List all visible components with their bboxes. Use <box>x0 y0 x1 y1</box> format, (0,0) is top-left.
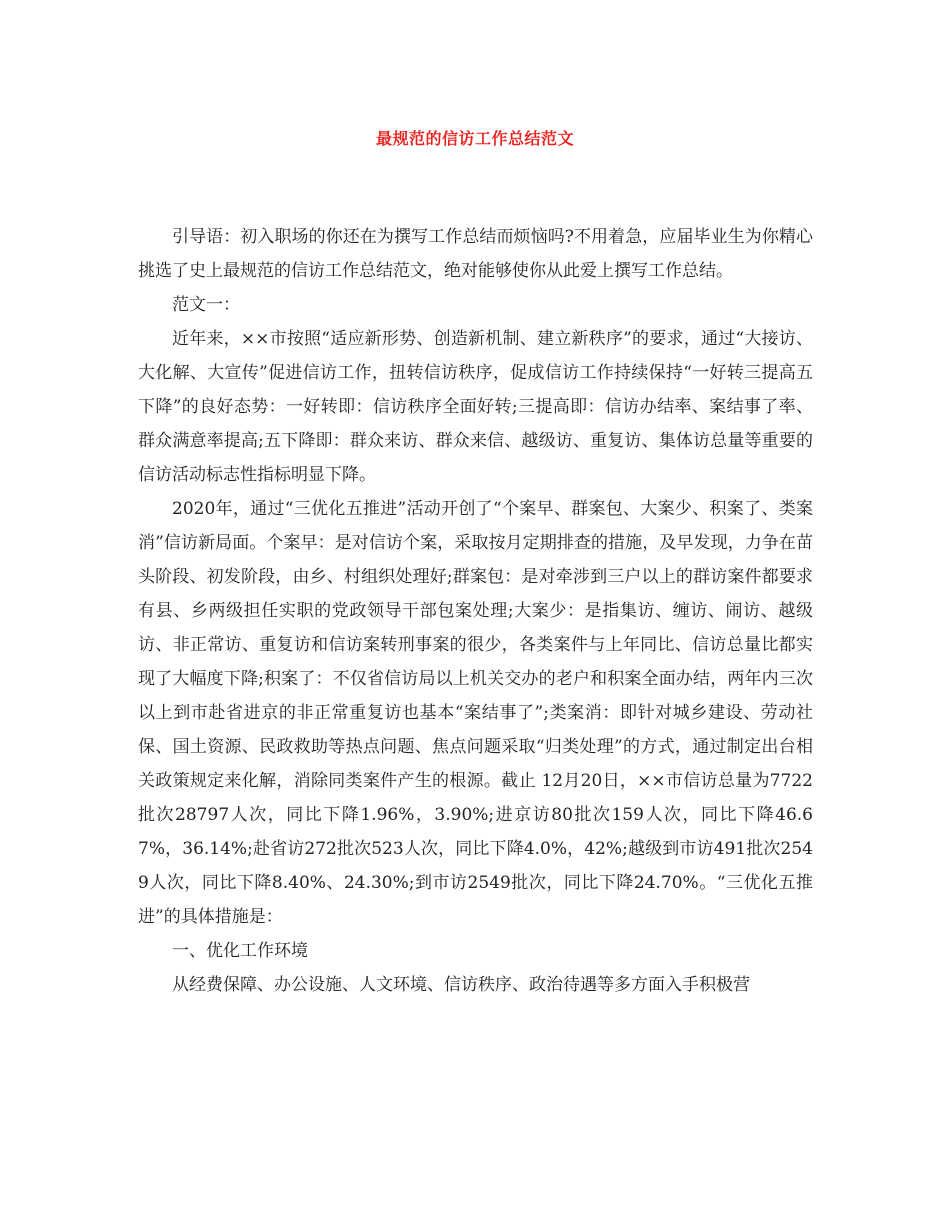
section-heading: 一、优化工作环境 <box>172 941 308 961</box>
intro-paragraph: 引导语：初入职场的你还在为撰写工作总结而烦恼吗?不用着急，应届毕业生为你精心挑选了史上最规范的信访工作总结范文，绝对能够使你从此爱上撰写工作总结。 <box>138 227 813 281</box>
document-body <box>138 220 813 1002</box>
body-paragraph: 2020年，通过“三优化五推进”活动开创了“个案早、群案包、大案少、积案了、类案消”信访新局面。个案早：是对信访个案，采取按月定期排查的措施，及早发现，力争在苗头阶段、初发阶段，由乡、村组织处理好;群案包：是对牵涉到三户以上的群访案件都要求有县、乡两级担任实职的党政领导干部包案处理;大案少：是指集访、缠访、闹访、越级访、非正常访、重复访和信访案转刑事案的很少，各类案件与上年同比、信访总量比都实现了大幅度下降;积案了：不仅省信访局以上机关交办的老户和积案全面办结，两年内三次以上到市赴省进京的非正常重复访也基本“案结事了”;类案消：即针对城乡建设、劳动社保、国土资源、民政救助等热点问题、焦点问题采取“归类处理”的方式，通过制定出台相关政策规定来化解，消除同类案件产生的根源。截止 12月20日，××市信访总量为7722批次28797人次，同比下降1.96%，3.90%;进京访80批次159人次，同比下降46.67%，36.14%;赴省访272批次523人次，同比下降4.0%，42%;越级到市访491批次2549人次，同比下降8.40%、24.30%;到市访2549批次，同比下降24.70%。“三优化五推进”的具体措施是： <box>138 499 813 927</box>
document-title: 最规范的信访工作总结范文 <box>375 129 574 148</box>
body-paragraph: 从经费保障、办公设施、人文环境、信访秩序、政治待遇等多方面入手积极营 <box>172 975 750 995</box>
section-label: 范文一： <box>172 295 240 315</box>
body-paragraph: 近年来，××市按照“适应新形势、创造新机制、建立新秩序”的要求，通过“大接访、大化解、大宣传”促进信访工作，扭转信访秩序，促成信访工作持续保持“一好转三提高五下降”的良好态势：一好转即：信访秩序全面好转;三提高即：信访办结率、案结事了率、群众满意率提高;五下降即：群众来访、群众来信、越级访、重复访、集体访总量等重要的信访活动标志性指标明显下降。 <box>138 329 813 485</box>
